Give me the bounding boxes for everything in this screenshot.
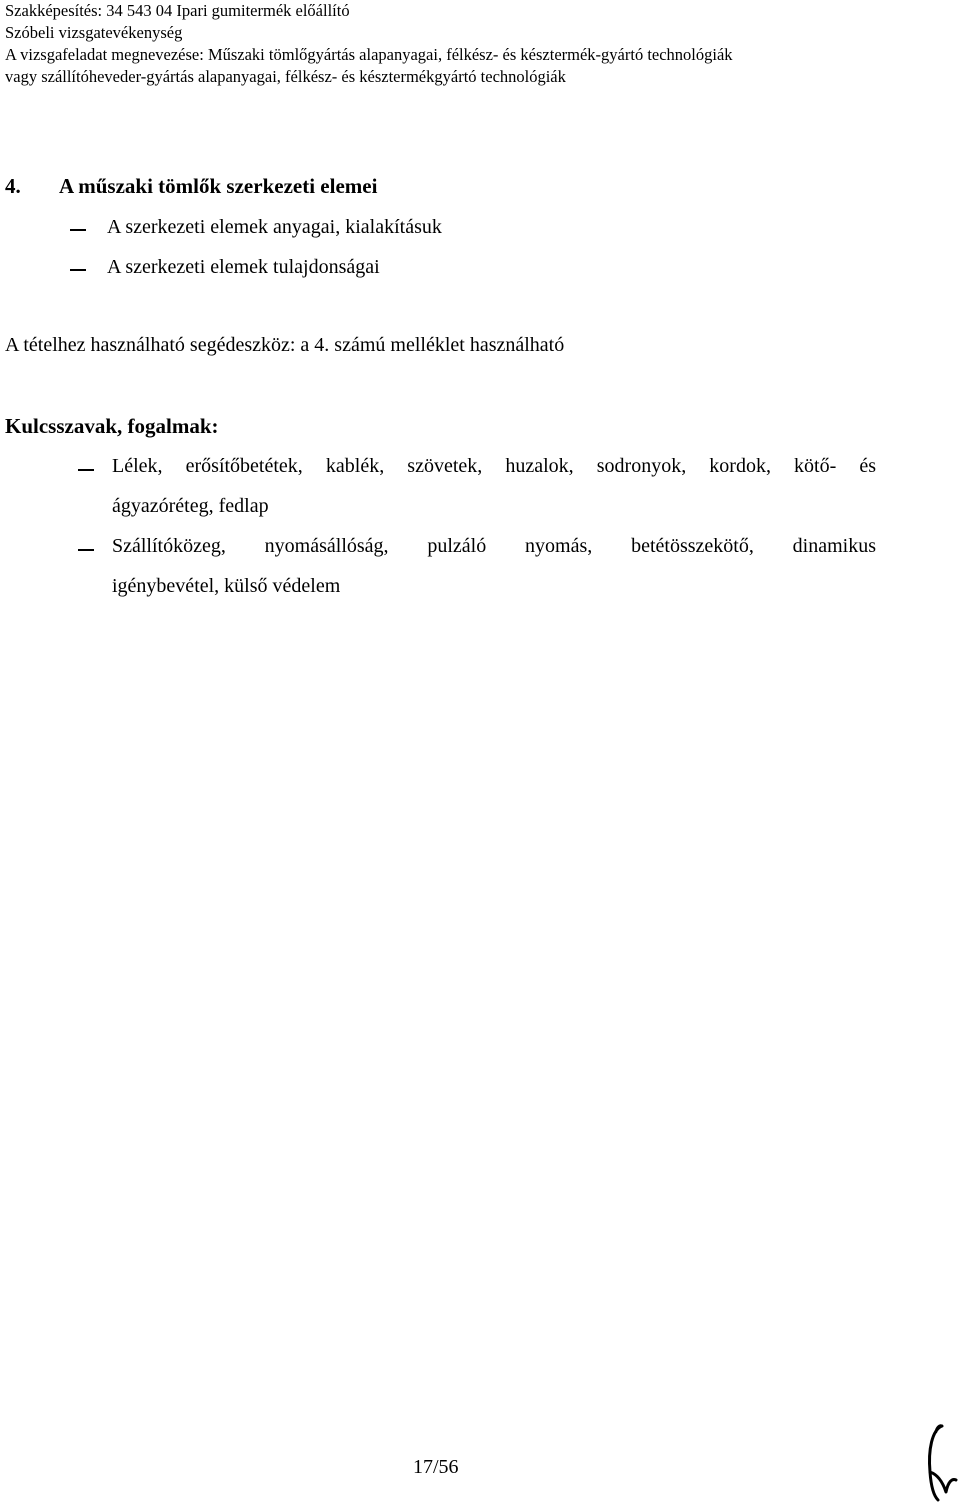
dash-bullet-icon [70, 229, 86, 231]
section-number: 4. [5, 174, 21, 198]
header-task-name-cont: vagy szállítóheveder-gyártás alapanyagai, félkész- és késztermékgyártó technológiák [5, 67, 566, 86]
header-task-name: A vizsgafeladat megnevezése: Műszaki tömlőgyártás alapanyagai, félkész- és késztermék-gyártó technológiák [5, 45, 733, 64]
dash-bullet-icon [78, 549, 94, 551]
section-title-text: A műszaki tömlők szerkezeti elemei [59, 174, 378, 198]
keyword-line: Szállítóközeg, nyomásállóság, pulzáló nyomás, betétösszekötő, dinamikus [112, 535, 876, 557]
signature-icon [920, 1420, 960, 1503]
dash-bullet-icon [70, 269, 86, 271]
list-item-text: A szerkezeti elemek anyagai, kialakításuk [107, 216, 442, 238]
aid-note: A tételhez használható segédeszköz: a 4. számú melléklet használható [5, 334, 565, 356]
keyword-line: Lélek, erősítőbetétek, kablék, szövetek, huzalok, sodronyok, kordok, kötő- és [112, 455, 876, 477]
keyword-line-cont: ágyazóréteg, fedlap [112, 495, 269, 517]
keyword-line-cont: igénybevétel, külső védelem [112, 575, 341, 597]
header-exam-type: Szóbeli vizsgatevékenység [5, 23, 183, 42]
page-header [5, 0, 950, 88]
dash-bullet-icon [78, 469, 94, 471]
list-item-text: A szerkezeti elemek tulajdonságai [107, 256, 380, 278]
keywords-title: Kulcsszavak, fogalmak: [5, 414, 219, 438]
section-title [5, 174, 377, 199]
page-number: 17/56 [413, 1456, 459, 1478]
header-qualification: Szakképesítés: 34 543 04 Ipari gumitermék előállító [5, 1, 350, 20]
